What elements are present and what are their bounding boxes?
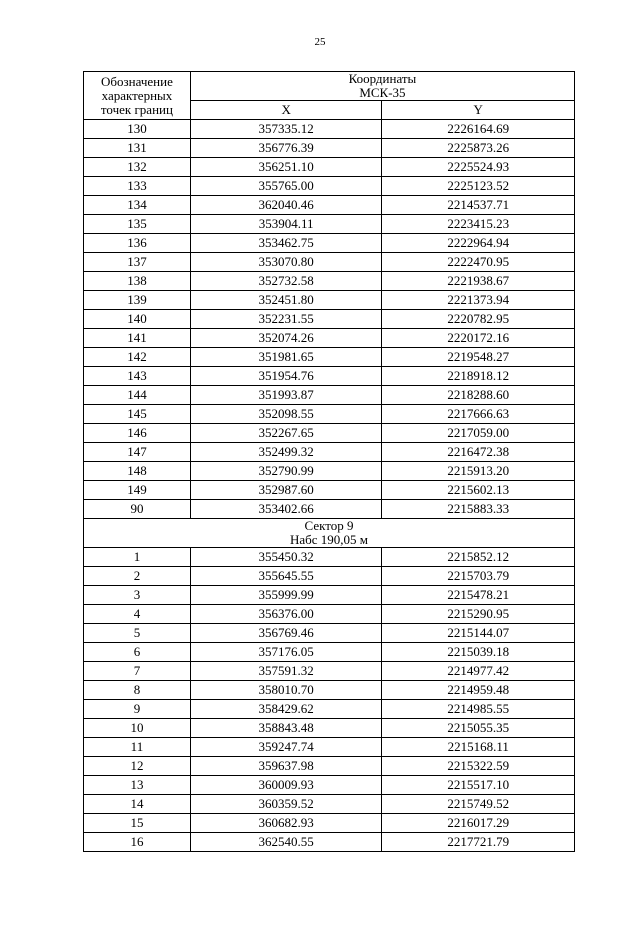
point-cell: 140	[84, 310, 191, 329]
point-cell: 146	[84, 424, 191, 443]
table-row	[84, 700, 575, 719]
y-coordinate-cell: 2221373.94	[382, 291, 575, 310]
point-cell: 15	[84, 814, 191, 833]
point-cell: 1	[84, 548, 191, 567]
point-cell: 142	[84, 348, 191, 367]
y-coordinate-cell: 2216017.29	[382, 814, 575, 833]
table-row	[84, 681, 575, 700]
sector-cell	[84, 519, 575, 548]
table-row	[84, 833, 575, 852]
x-coordinate-cell: 357591.32	[190, 662, 382, 681]
table-row	[84, 605, 575, 624]
table-row	[84, 177, 575, 196]
y-coordinate-cell: 2215749.52	[382, 795, 575, 814]
x-coordinate-cell: 353070.80	[190, 253, 382, 272]
point-cell: 136	[84, 234, 191, 253]
point-cell: 143	[84, 367, 191, 386]
page-number: 25	[314, 36, 326, 48]
x-coordinate-cell: 362040.46	[190, 196, 382, 215]
table-row	[84, 329, 575, 348]
y-coordinate-cell: 2221938.67	[382, 272, 575, 291]
x-coordinate-cell: 352231.55	[190, 310, 382, 329]
x-coordinate-cell: 353904.11	[190, 215, 382, 234]
x-coordinate-cell: 360359.52	[190, 795, 382, 814]
y-coordinate-cell: 2219548.27	[382, 348, 575, 367]
y-coordinate-cell: 2217666.63	[382, 405, 575, 424]
x-coordinate-cell: 351993.87	[190, 386, 382, 405]
table-row	[84, 567, 575, 586]
x-coordinate-cell: 355645.55	[190, 567, 382, 586]
point-header-line: Обозначение	[101, 73, 173, 89]
point-cell: 13	[84, 776, 191, 795]
table-row	[84, 462, 575, 481]
y-column-header: Y	[382, 101, 575, 120]
point-header-line: характерных	[101, 87, 173, 103]
table-row	[84, 443, 575, 462]
table-row	[84, 386, 575, 405]
x-coordinate-cell: 357176.05	[190, 643, 382, 662]
coords-system-line: МСК-35	[359, 85, 406, 100]
table-row	[84, 139, 575, 158]
table-row	[84, 348, 575, 367]
x-coordinate-cell: 351954.76	[190, 367, 382, 386]
table-row	[84, 158, 575, 177]
point-cell: 134	[84, 196, 191, 215]
table-row	[84, 367, 575, 386]
x-coordinate-cell: 353462.75	[190, 234, 382, 253]
table-row	[84, 586, 575, 605]
coordinates-table	[83, 71, 575, 852]
y-coordinate-cell: 2223415.23	[382, 215, 575, 234]
block1-rows	[84, 120, 575, 519]
point-cell: 137	[84, 253, 191, 272]
table-row	[84, 624, 575, 643]
table-row	[84, 795, 575, 814]
table-row	[84, 196, 575, 215]
x-coordinate-cell: 356776.39	[190, 139, 382, 158]
point-cell: 145	[84, 405, 191, 424]
y-coordinate-cell: 2225873.26	[382, 139, 575, 158]
table-row	[84, 272, 575, 291]
x-coordinate-cell: 355765.00	[190, 177, 382, 196]
x-coordinate-cell: 352267.65	[190, 424, 382, 443]
header-row	[84, 72, 575, 101]
y-coordinate-cell: 2215913.20	[382, 462, 575, 481]
point-cell: 148	[84, 462, 191, 481]
table-row	[84, 481, 575, 500]
y-coordinate-cell: 2215039.18	[382, 643, 575, 662]
point-cell: 8	[84, 681, 191, 700]
x-coordinate-cell: 353402.66	[190, 500, 382, 519]
table-row	[84, 291, 575, 310]
y-coordinate-cell: 2220172.16	[382, 329, 575, 348]
point-cell: 149	[84, 481, 191, 500]
point-cell: 90	[84, 500, 191, 519]
x-coordinate-cell: 357335.12	[190, 120, 382, 139]
y-coordinate-cell: 2217059.00	[382, 424, 575, 443]
block2-rows	[84, 548, 575, 852]
y-coordinate-cell: 2218288.60	[382, 386, 575, 405]
point-cell: 9	[84, 700, 191, 719]
x-coordinate-cell: 362540.55	[190, 833, 382, 852]
point-cell: 139	[84, 291, 191, 310]
table-row	[84, 405, 575, 424]
y-coordinate-cell: 2220782.95	[382, 310, 575, 329]
table-row	[84, 120, 575, 139]
x-coordinate-cell: 355450.32	[190, 548, 382, 567]
point-cell: 3	[84, 586, 191, 605]
y-coordinate-cell: 2215144.07	[382, 624, 575, 643]
y-coordinate-cell: 2214977.42	[382, 662, 575, 681]
x-coordinate-cell: 355999.99	[190, 586, 382, 605]
point-cell: 130	[84, 120, 191, 139]
point-cell: 132	[84, 158, 191, 177]
x-coordinate-cell: 359637.98	[190, 757, 382, 776]
table-row	[84, 738, 575, 757]
point-header-line: точек границ	[100, 101, 173, 117]
point-cell: 6	[84, 643, 191, 662]
y-coordinate-cell: 2215602.13	[382, 481, 575, 500]
point-designation-header	[84, 72, 191, 120]
y-coordinate-cell: 2215168.11	[382, 738, 575, 757]
x-coordinate-cell: 359247.74	[190, 738, 382, 757]
y-coordinate-cell: 2225123.52	[382, 177, 575, 196]
point-cell: 7	[84, 662, 191, 681]
y-coordinate-cell: 2226164.69	[382, 120, 575, 139]
coords-title-line: Координаты	[348, 71, 417, 86]
y-coordinate-cell: 2216472.38	[382, 443, 575, 462]
sector-title: Сектор 9	[304, 518, 354, 533]
coordinates-header	[190, 72, 574, 101]
x-coordinate-cell: 356376.00	[190, 605, 382, 624]
y-coordinate-cell: 2222964.94	[382, 234, 575, 253]
y-coordinate-cell: 2214985.55	[382, 700, 575, 719]
sector-row	[84, 519, 575, 548]
point-cell: 135	[84, 215, 191, 234]
y-coordinate-cell: 2215883.33	[382, 500, 575, 519]
table-row	[84, 234, 575, 253]
point-cell: 147	[84, 443, 191, 462]
x-coordinate-cell: 356769.46	[190, 624, 382, 643]
y-coordinate-cell: 2222470.95	[382, 253, 575, 272]
x-coordinate-cell: 351981.65	[190, 348, 382, 367]
point-cell: 10	[84, 719, 191, 738]
table-row	[84, 500, 575, 519]
y-coordinate-cell: 2218918.12	[382, 367, 575, 386]
point-cell: 4	[84, 605, 191, 624]
y-coordinate-cell: 2214537.71	[382, 196, 575, 215]
x-coordinate-cell: 352987.60	[190, 481, 382, 500]
point-cell: 133	[84, 177, 191, 196]
x-coordinate-cell: 358010.70	[190, 681, 382, 700]
y-coordinate-cell: 2215322.59	[382, 757, 575, 776]
x-coordinate-cell: 358429.62	[190, 700, 382, 719]
point-cell: 12	[84, 757, 191, 776]
table-row	[84, 548, 575, 567]
sector-section	[84, 519, 575, 548]
sector-elevation: Набс 190,05 м	[289, 532, 369, 547]
x-coordinate-cell: 352098.55	[190, 405, 382, 424]
table-row	[84, 215, 575, 234]
x-coordinate-cell: 358843.48	[190, 719, 382, 738]
point-cell: 141	[84, 329, 191, 348]
table-row	[84, 776, 575, 795]
point-cell: 138	[84, 272, 191, 291]
x-coordinate-cell: 360682.93	[190, 814, 382, 833]
point-cell: 16	[84, 833, 191, 852]
point-cell: 11	[84, 738, 191, 757]
x-coordinate-cell: 352790.99	[190, 462, 382, 481]
table-row	[84, 814, 575, 833]
y-coordinate-cell: 2215517.10	[382, 776, 575, 795]
point-cell: 131	[84, 139, 191, 158]
table-row	[84, 643, 575, 662]
y-coordinate-cell: 2215703.79	[382, 567, 575, 586]
x-coordinate-cell: 352732.58	[190, 272, 382, 291]
x-column-header: X	[190, 101, 382, 120]
y-coordinate-cell: 2214959.48	[382, 681, 575, 700]
point-cell: 5	[84, 624, 191, 643]
y-coordinate-cell: 2217721.79	[382, 833, 575, 852]
table-row	[84, 757, 575, 776]
table-row	[84, 719, 575, 738]
x-coordinate-cell: 352451.80	[190, 291, 382, 310]
table-row	[84, 424, 575, 443]
x-coordinate-cell: 356251.10	[190, 158, 382, 177]
table-row	[84, 310, 575, 329]
y-coordinate-cell: 2215055.35	[382, 719, 575, 738]
x-coordinate-cell: 352074.26	[190, 329, 382, 348]
y-coordinate-cell: 2215290.95	[382, 605, 575, 624]
point-cell: 2	[84, 567, 191, 586]
y-coordinate-cell: 2215852.12	[382, 548, 575, 567]
table-row	[84, 253, 575, 272]
y-coordinate-cell: 2215478.21	[382, 586, 575, 605]
point-cell: 144	[84, 386, 191, 405]
table-row	[84, 662, 575, 681]
x-coordinate-cell: 352499.32	[190, 443, 382, 462]
x-coordinate-cell: 360009.93	[190, 776, 382, 795]
point-cell: 14	[84, 795, 191, 814]
y-coordinate-cell: 2225524.93	[382, 158, 575, 177]
